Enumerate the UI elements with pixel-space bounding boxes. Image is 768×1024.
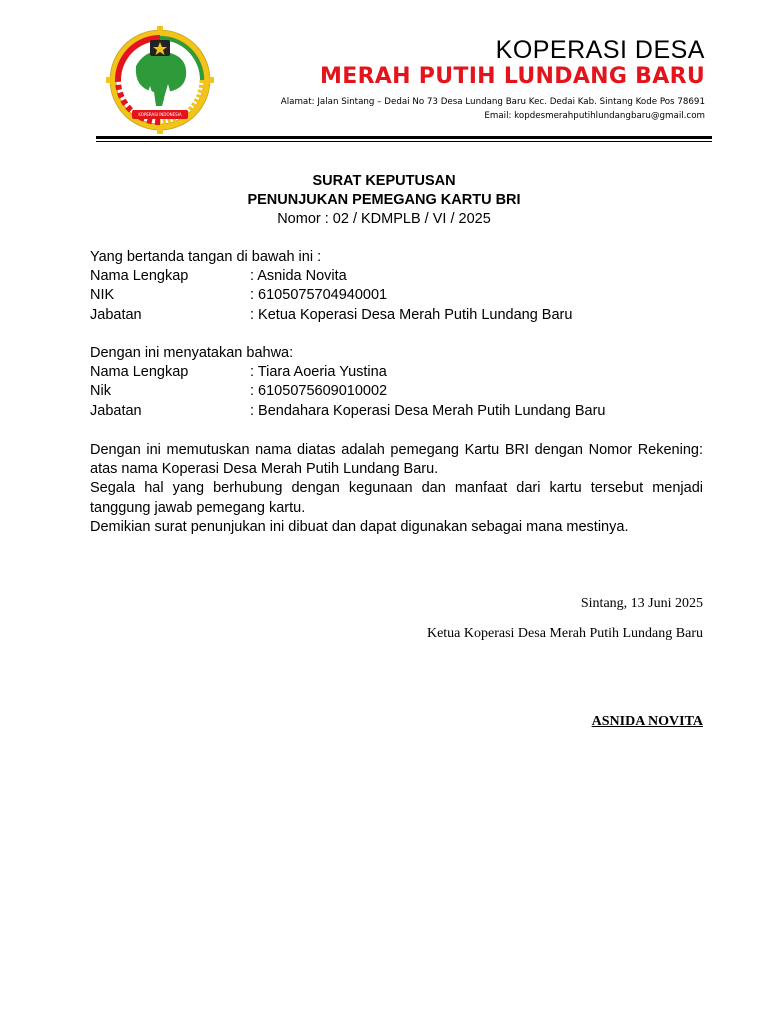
letterhead-rule-thick xyxy=(96,136,712,139)
emblem-ribbon-text: KOPERASI INDONESIA xyxy=(138,112,182,117)
field-label: NIK xyxy=(90,287,115,304)
org-name-line2: MERAH PUTIH LUNDANG BARU xyxy=(320,64,705,89)
appointee-row xyxy=(90,402,703,421)
field-label: Nama Lengkap xyxy=(90,268,189,285)
appointee-intro: Dengan ini menyatakan bahwa: xyxy=(90,345,294,361)
signer-intro: Yang bertanda tangan di bawah ini : xyxy=(90,249,322,265)
field-value: : Ketua Koperasi Desa Merah Putih Lundang Baru xyxy=(250,306,573,323)
koperasi-emblem-icon xyxy=(106,26,214,134)
field-label: Jabatan xyxy=(90,402,142,419)
signer-block xyxy=(90,248,703,325)
field-value: : 6105075704940001 xyxy=(250,287,388,304)
field-value: : Bendahara Koperasi Desa Merah Putih Lundang Baru xyxy=(250,402,606,419)
signer-name: ASNIDA NOVITA xyxy=(591,714,703,729)
document-number: Nomor : 02 / KDMPLB / VI / 2025 xyxy=(277,211,491,227)
field-value: : Asnida Novita xyxy=(250,268,347,285)
email-line: Email: kopdesmerahputihlundangbaru@gmail.com xyxy=(484,111,705,121)
decision-block xyxy=(90,441,703,537)
title-line2: PENUNJUKAN PEMEGANG KARTU BRI xyxy=(247,192,521,208)
signer-position: Ketua Koperasi Desa Merah Putih Lundang Baru xyxy=(426,626,703,641)
field-value: : 6105075609010002 xyxy=(250,383,388,400)
decision-paragraph: Dengan ini memutuskan nama diatas adalah pemegang Kartu BRI dengan Nomor Rekening: atas nama Koperasi Desa Merah Putih Lundang Baru. xyxy=(90,442,703,478)
appointee-row xyxy=(90,382,703,401)
signer-row xyxy=(90,306,703,325)
title-line1: SURAT KEPUTUSAN xyxy=(312,173,456,189)
place-date: Sintang, 13 Juni 2025 xyxy=(580,596,703,611)
signer-row xyxy=(90,286,703,305)
field-value: : Tiara Aoeria Yustina xyxy=(250,364,387,381)
letterhead-rule-thin xyxy=(96,141,712,142)
address-line: Alamat: Jalan Sintang – Dedai No 73 Desa Lundang Baru Kec. Dedai Kab. Sintang Kode Pos 78691 xyxy=(280,97,705,107)
appointee-block xyxy=(90,344,703,421)
field-label: Nama Lengkap xyxy=(90,364,189,381)
closing-paragraph: Demikian surat penunjukan ini dibuat dan dapat digunakan sebagai mana mestinya. xyxy=(90,518,629,535)
letterhead-contact xyxy=(281,95,705,123)
signer-row xyxy=(90,267,703,286)
appointee-row xyxy=(90,363,703,382)
decision-paragraph: Segala hal yang berhubung dengan kegunaan dan manfaat dari kartu tersebut menjadi tanggung jawab pemegang kartu. xyxy=(90,480,703,516)
org-name-line1: KOPERASI DESA xyxy=(495,36,705,64)
field-label: Nik xyxy=(90,383,111,400)
field-label: Jabatan xyxy=(90,306,142,323)
document-title xyxy=(0,172,768,229)
